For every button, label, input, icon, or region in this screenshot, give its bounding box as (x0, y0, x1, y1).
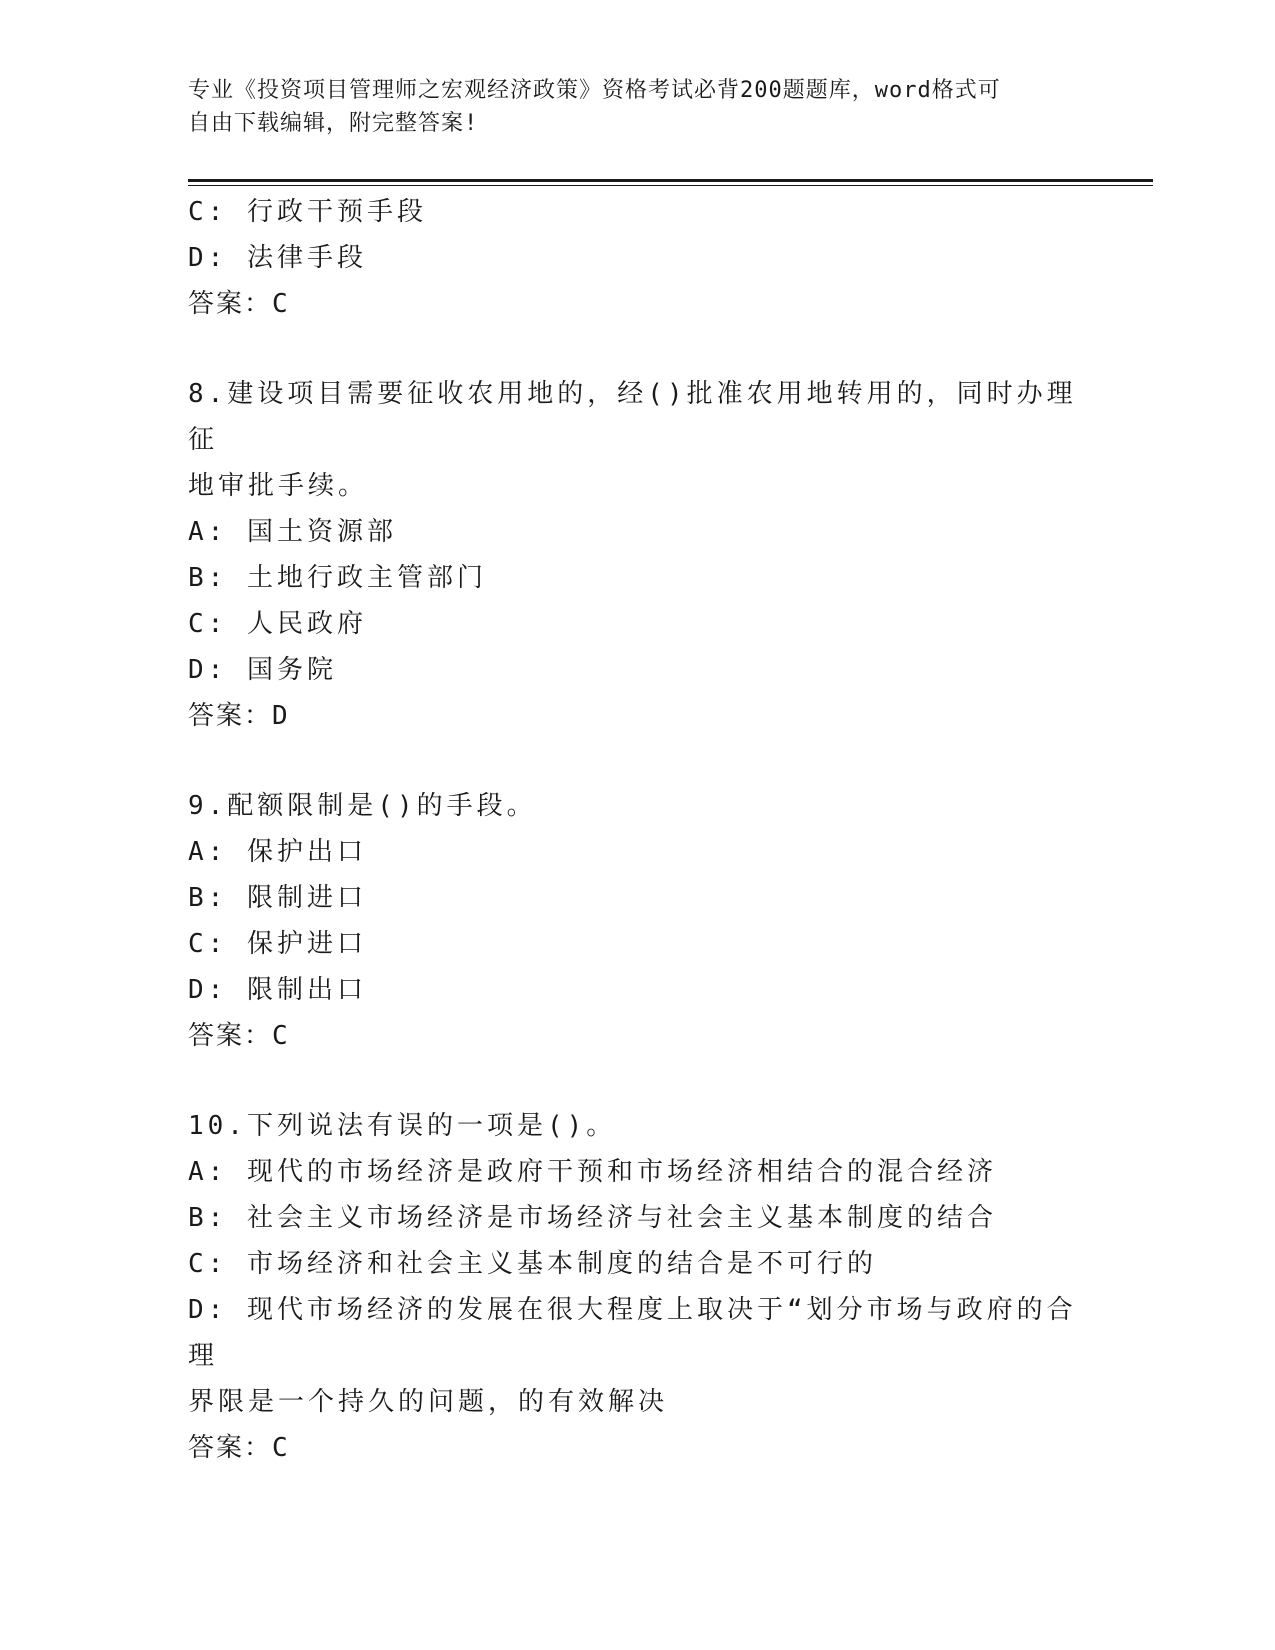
q10-option-b: B: 社会主义市场经济是市场经济与社会主义基本制度的结合 (188, 1203, 997, 1233)
document-header (188, 74, 1088, 140)
q8-stem-line-2: 地审批手续。 (188, 471, 369, 501)
q10-option-c: C: 市场经济和社会主义基本制度的结合是不可行的 (188, 1249, 877, 1279)
question-9 (188, 783, 1088, 1059)
header-rule-thick (188, 179, 1153, 182)
q9-option-a: A: 保护出口 (188, 837, 367, 867)
q8-option-c: C: 人民政府 (188, 609, 367, 639)
q9-answer: 答案：C (188, 1021, 290, 1051)
header-rule-thin (188, 185, 1153, 186)
header-line-2: 自由下载编辑，附完整答案! (188, 111, 479, 136)
q8-option-b: B: 土地行政主管部门 (188, 563, 487, 593)
header-line-1: 专业《投资项目管理师之宏观经济政策》资格考试必背200题题库，word格式可 (188, 78, 1001, 103)
q9-option-b: B: 限制进口 (188, 883, 367, 913)
q10-option-d-line-2: 界限是一个持久的问题，的有效解决 (188, 1387, 669, 1417)
q10-option-a: A: 现代的市场经济是政府干预和市场经济相结合的混合经济 (188, 1157, 997, 1187)
q8-option-a: A: 国土资源部 (188, 517, 397, 547)
q10-option-d-line-1: D: 现代市场经济的发展在很大程度上取决于“划分市场与政府的合理 (188, 1295, 1077, 1371)
q9-option-c: C: 保护进口 (188, 929, 367, 959)
q8-answer: 答案：D (188, 701, 290, 731)
q9-option-d: D: 限制出口 (188, 975, 367, 1005)
q10-stem: 10.下列说法有误的一项是()。 (188, 1111, 617, 1141)
q8-stem-line-1: 8.建设项目需要征收农用地的，经()批准农用地转用的，同时办理征 (188, 379, 1077, 455)
q7-answer: 答案：C (188, 289, 290, 319)
q9-stem: 9.配额限制是()的手段。 (188, 791, 537, 821)
question-7-tail (188, 189, 1088, 327)
q10-answer: 答案：C (188, 1433, 290, 1463)
document-body (188, 189, 1088, 1471)
q7-option-c: C: 行政干预手段 (188, 197, 427, 227)
question-10 (188, 1103, 1088, 1471)
q7-option-d: D: 法律手段 (188, 243, 367, 273)
question-8 (188, 371, 1088, 739)
q8-option-d: D: 国务院 (188, 655, 337, 685)
